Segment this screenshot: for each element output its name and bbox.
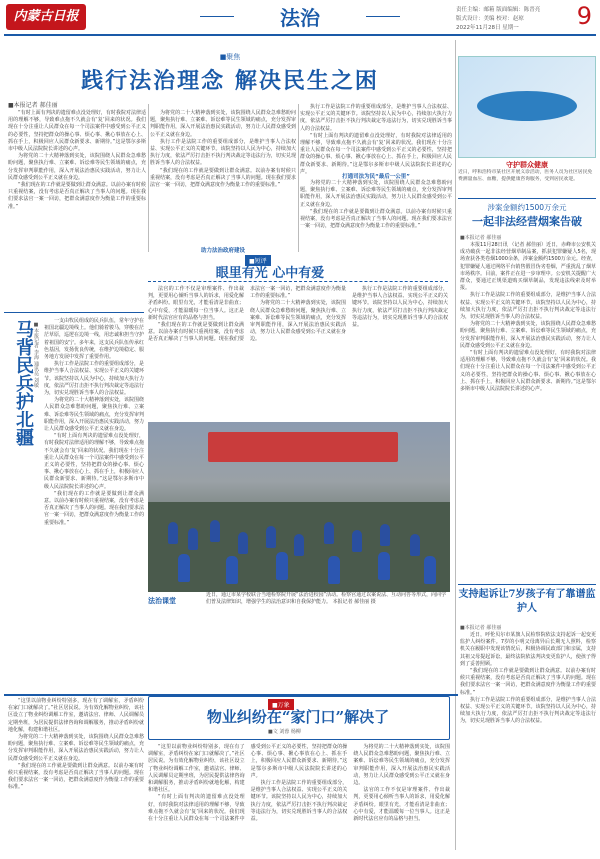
- essay-paragraph: 法官的工作不仅是审理案件、作出裁判，更要用心倾听当事人的诉求，用爱化解矛盾纠纷。眼里有光，才能看清是非曲直；心中有爱，才能温暖每一位当事人。这正是新时代法官应有的品格与担当。: [148, 286, 244, 321]
- photo-student: [238, 532, 248, 554]
- photo-student: [266, 526, 276, 548]
- story1-body: [460, 242, 596, 582]
- story2-paragraph: “我们现在的工作就是要做到让群众满意。以前办案有时候只重视结案，没有考虑是否真正解决了当事人的问题。现在我们要求法官一案一回访，把群众满意度作为衡量工作的重要标准。”: [460, 668, 596, 696]
- story2-body: [460, 632, 596, 852]
- essay-title: 眼里有光 心中有爱: [215, 266, 325, 281]
- health-photo: [458, 56, 596, 158]
- wan-paragraph: 法官的工作不仅是审理案件、作出裁判，更要用心倾听当事人的诉求，用爱化解矛盾纠纷。眼里有光，才能看清是非曲直；心中有爱，才能温暖每一位当事人。这正是新时代法官应有的品格与担当。: [353, 787, 450, 823]
- column-divider: [148, 104, 149, 252]
- wan-paragraph: “这里以前物业纠纷特别多，现在有了调解室，矛盾纠纷在家门口就解决了。”社区居民说。为有效化解物业纠纷，该社区设立了物业纠纷调解工作室，邀请法官、律师、人民调解员定期坐班，为居民提供法律咨询和调解服务，推动矛盾纠纷就地化解，构建和谐社区。: [148, 744, 245, 794]
- lead-kicker: ■聚焦: [219, 53, 241, 61]
- feature-paragraph: “有时上面有判决的遗留难点没处理好，有时我院对法律适用的理解不够，导致难点拖不久就会有‘复’回来的状况。我们现在十分注重让人民群众在每一个司法案件中感受到公平正义的必要性，坚持把群众的操心事、烦心事、揪心事放在心上、抓在手上，积极回应人民群众新要求、新期待。”这是鄂尔多斯市中级人民法院院长讲述的心声。: [44, 433, 145, 490]
- essay-paragraph: 为将党的二十大精神落到实处，该院围绕人民群众急难愁盼问题，聚焦执行难、立案难、诉讼难等民生领域的痛点，充分发挥审判职能作用，深入开展法治惠民实践活动，努力让人民群众感受到公平正义就在身边。: [250, 300, 346, 343]
- photo-student: [352, 530, 362, 552]
- lead-paragraph: “我们现在的工作就是要做到让群众满意。以前办案有时候只重视结案，没有考虑是否真正解决了当事人的问题。现在我们要求法官一案一回访，把群众满意度作为衡量工作的重要标准。”: [150, 167, 296, 189]
- health-caption: 守护群众健康: [506, 161, 548, 169]
- story2-byline: ■本报记者 郝佳丽: [460, 625, 502, 631]
- masthead-logo: 内蒙古日报: [6, 4, 86, 30]
- photo-student: [328, 556, 340, 584]
- feature-top-rule: [4, 312, 144, 313]
- photo-student: [178, 554, 190, 582]
- wan-tag: ■万象: [268, 699, 294, 710]
- lead-paragraph: 为将党的二十大精神落到实处，该院围绕人民群众急难愁盼问题，聚焦执行难、立案难、诉讼难等民生领域的痛点，充分发挥审判职能作用，深入开展法治惠民实践活动，努力让人民群众感受到公平正义就在身边。: [150, 110, 296, 138]
- meta-editors: 责任主编：邮箱 版面编辑：陈晋亮: [456, 7, 541, 13]
- lead-subhead-1: 打通司法为民“最后一公里”: [342, 174, 410, 180]
- wan-paragraph: 为将党的二十大精神落到实处，该院围绕人民群众急难愁盼问题，聚焦执行难、立案难、诉讼难等民生领域的痛点，充分发挥审判职能作用，深入开展法治惠民实践活动，努力让人民群众感受到公平正义就在身边。: [353, 744, 450, 787]
- story1-title-block: [458, 202, 596, 229]
- wan-body: [148, 744, 450, 852]
- wan-paragraph: 为将党的二十大精神落到实处，该院围绕人民群众急难愁盼问题，聚焦执行难、立案难、诉讼难等民生领域的痛点，充分发挥审判职能作用，深入开展法治惠民实践活动，努力让人民群众感受到公平正义就在身边。: [8, 734, 144, 762]
- classroom-photo: [148, 422, 450, 592]
- column-divider: [298, 104, 299, 252]
- header-rule: [4, 34, 596, 36]
- lead-headline: 践行法治理念 解决民生之困: [81, 68, 379, 94]
- lead-paragraph: “有时上面有判决的遗留难点没处理好，有时我院对法律适用的理解不够，导致难点拖不久就会有‘复’回来的状况。我们现在十分注重让人民群众在每一个司法案件中感受到公平正义的必要性，坚持把群众的操心事、烦心事、揪心事放在心上、抓在手上，积极回应人民群众新要求、新期待。”这是鄂尔多斯市中级人民法院院长讲述的心声。: [8, 110, 146, 153]
- page-header: [0, 0, 600, 34]
- photo-student: [210, 520, 220, 542]
- lead-paragraph: 执行工作是法院工作的重要组成部分，是维护当事人合法权益、实现公平正义的关键环节。该院坚持以人民为中心，持续加大执行力度，依法严厉打击拒不执行判决裁定等违法行为，切实兑现胜诉当事人的合法权益。: [300, 104, 452, 132]
- lead-title-block: [20, 52, 440, 95]
- essay-body: [148, 286, 448, 418]
- wan-paragraph: “有时上面有判决的遗留难点没处理好，有时我院对法律适用的理解不够，导致难点拖不久就会有‘复’回来的状况。我们现在十分注重让人民群众在每一个司法案件中感受到公平正义的必要性，坚持把群众的操心事、烦心事、揪心事放在心上、抓在手上，积极回应人民群众新要求、新期待。”这是鄂尔多斯市中级人民法院院长讲述的心声。: [148, 744, 348, 823]
- lead-byline: ■本报记者 郝佳丽: [8, 102, 58, 109]
- feature-paragraph: 执行工作是法院工作的重要组成部分，是维护当事人合法权益、实现公平正义的关键环节。该院坚持以人民为中心，持续加大执行力度，依法严厉打击拒不执行判决裁定等违法行为，切实兑现胜诉当事人的合法权益。: [44, 361, 145, 397]
- feature-paragraph: 一支由牧民组成的民兵队伍，常年守护在祖国北疆边境线上。他们骑着骏马，穿梭在茫茫草原，巡逻在边境一线，用忠诚和担当守护着祖国的安宁。多年来，这支民兵队伍传承红色基因，发扬优良传统，在维护边境稳定、服务地方发展中发挥了重要作用。: [44, 318, 145, 361]
- photo-student: [276, 552, 288, 580]
- wan-paragraph: “这里以前物业纠纷特别多，现在有了调解室，矛盾纠纷在家门口就解决了。”社区居民说。为有效化解物业纠纷，该社区设立了物业纠纷调解工作室，邀请法官、律师、人民调解员定期坐班，为居民提供法律咨询和调解服务，推动矛盾纠纷就地化解，构建和谐社区。: [8, 698, 144, 733]
- essay-paragraph: 执行工作是法院工作的重要组成部分，是维护当事人合法权益、实现公平正义的关键环节。该院坚持以人民为中心，持续加大执行力度，依法严厉打击拒不执行判决裁定等违法行为，切实兑现胜诉当事人的合法权益。: [352, 286, 448, 329]
- wan-left-body: [8, 698, 144, 852]
- photo-student: [294, 534, 304, 556]
- photo-student: [378, 552, 390, 580]
- photo-graphic: [477, 91, 577, 121]
- photo-student: [424, 556, 436, 584]
- feature-paragraph: “我们现在的工作就是要做到让群众满意。以前办案有时候只重视结案，没有考虑是否真正解决了当事人的问题。现在我们要求法官一案一回访，把群众满意度作为衡量工作的重要标准。”: [44, 490, 145, 526]
- story1-paragraph: “有时上面有判决的遗留难点没处理好，有时我院对法律适用的理解不够，导致难点拖不久就会有‘复’回来的状况。我们现在十分注重让人民群众在每一个司法案件中感受到公平正义的必要性，坚持把群众的操心事、烦心事、揪心事放在心上、抓在手上，积极回应人民群众新要求、新期待。”这是鄂尔多斯市中级人民法院院长讲述的心声。: [460, 350, 596, 393]
- photo-student: [168, 522, 178, 544]
- lead-paragraph: “我们现在的工作就是要做到让群众满意。以前办案有时候只重视结案，没有考虑是否真正解决了当事人的问题。现在我们要求法官一案一回访，把群众满意度作为衡量工作的重要标准。”: [8, 182, 146, 210]
- wan-title: 物业纠纷在“家门口”解决了: [206, 708, 390, 726]
- lead-paragraph: 为将党的二十大精神落到实处，该院围绕人民群众急难愁盼问题，聚焦执行难、立案难、诉讼难等民生领域的痛点，充分发挥审判职能作用，深入开展法治惠民实践活动，努力让人民群众感受到公平正义就在身边。: [8, 153, 146, 181]
- photo-student: [324, 522, 334, 544]
- photo-student: [226, 556, 238, 584]
- story1-rule: [458, 198, 596, 199]
- feature-title: 马背民兵护北疆: [13, 320, 34, 446]
- photo-student: [410, 534, 420, 556]
- story1-byline: ■本报记者 郝佳丽: [460, 235, 502, 241]
- lead-column-3: [300, 104, 452, 175]
- wan-paragraph: “我们现在的工作就是要做到让群众满意。以前办案有时候只重视结案，没有考虑是否真正解决了当事人的问题。现在我们要求法官一案一回访，把群众满意度作为衡量工作的重要标准。”: [8, 762, 144, 791]
- lead-column-2: [150, 110, 296, 250]
- photo-banner: [208, 432, 398, 462]
- page-number: 9: [576, 2, 592, 30]
- story1-paragraph: 为将党的二十大精神落到实处，该院围绕人民群众急难愁盼问题，聚焦执行难、立案难、诉讼难等民生领域的痛点，充分发挥审判职能作用，深入开展法治惠民实践活动，努力让人民群众感受到公平正义就在身边。: [460, 321, 596, 349]
- right-column-divider: [455, 40, 456, 850]
- story2-paragraph: 执行工作是法院工作的重要组成部分，是维护当事人合法权益、实现公平正义的关键环节。该院坚持以人民为中心，持续加大执行力度，依法严厉打击拒不执行判决裁定等违法行为，切实兑现胜诉当事人的合法权益。: [460, 696, 596, 725]
- essay-tag: ■短评: [245, 255, 271, 266]
- wan-paragraph: 执行工作是法院工作的重要组成部分，是维护当事人合法权益、实现公平正义的关键环节。该院坚持以人民为中心，持续加大执行力度，依法严厉打击拒不执行判决裁定等违法行为，切实兑现胜诉当事人的合法权益。: [250, 780, 348, 823]
- lead-subhead-2: 助力法治政府建设: [200, 248, 245, 254]
- story2-rule: [458, 584, 596, 585]
- feature-body: [44, 318, 144, 688]
- lead-column-1: [8, 110, 146, 260]
- photo-student: [380, 524, 390, 546]
- lead-paragraph: 执行工作是法院工作的重要组成部分，是维护当事人合法权益、实现公平正义的关键环节。该院坚持以人民为中心，持续加大执行力度，依法严厉打击拒不执行判决裁定等违法行为，切实兑现胜诉当事人的合法权益。: [150, 138, 296, 167]
- section-title: 法治: [230, 2, 370, 31]
- story1-headline: 一起非法经营烟案告破: [472, 215, 582, 228]
- essay-paragraph: “我们现在的工作就是要做到让群众满意。以前办案有时候只重视结案，没有考虑是否真正解决了当事人的问题。现在我们要求法官一案一回访，把群众满意度作为衡量工作的重要标准。”: [148, 286, 346, 343]
- story1-kicker: 涉案金额约1500万余元: [487, 203, 567, 212]
- story1-paragraph: 执行工作是法院工作的重要组成部分，是维护当事人合法权益、实现公平正义的关键环节。该院坚持以人民为中心，持续加大执行力度，依法严厉打击拒不执行判决裁定等违法行为，切实兑现胜诉当事人的合法权益。: [460, 292, 596, 321]
- photo-caption-tag: 法治课堂: [148, 597, 176, 605]
- photo-caption: 近日，通辽市某学校联合当地检察院开展“法治进校园”活动。检察官通过以案说法、互动问答等形式，向同学们普及法律知识，增强学生的法治意识和自我保护能力。 本报记者 郝佳丽 摄: [206, 592, 447, 605]
- page-meta: [456, 6, 566, 33]
- story2-paragraph: 近日，呼伦贝尔市某旗人民检察院依法支持起诉一起变更监护人纠纷案件。7岁的小明父母离异后长期无人照料，检察机关在履职中发现该情况后，积极协调民政部门和亲属，支持其祖父母提起诉讼，最终法院依法判决变更监护人，使孩子得到了妥善照顾。: [460, 632, 596, 667]
- lead-paragraph: “我们现在的工作就是要做到让群众满意。以前办案有时候只重视结案，没有考虑是否真正解决了当事人的问题。现在我们要求法官一案一回访，把群众满意度作为衡量工作的重要标准。”: [300, 208, 452, 230]
- health-subcaption: 近日，呼和浩特市某社区开展义诊活动，医务人员为社区居民免费测量血压、血糖，提供健康咨询服务，受到居民欢迎。: [458, 170, 593, 182]
- story1-paragraph: 本报11月28日讯 （记者 郝佳丽）近日，赤峰市公安机关成功破获一起非法经营烟草制品案，抓获犯罪嫌疑人5名，现场查获各类卷烟1000余条，涉案金额约1500万余元。经查，犯罪嫌疑人通过网络平台销售假冒伪劣卷烟，严重扰乱了烟草市场秩序。目前，案件正在进一步审理中。公安机关提醒广大群众，要通过正规渠道购买烟草制品，发现违法线索及时举报。: [460, 242, 596, 292]
- lead-column-3b: [300, 180, 452, 240]
- meta-design: 版式设计：美编 校对：赵琼: [456, 16, 524, 22]
- meta-date: 2022年11月28日 星期一: [456, 25, 519, 31]
- photo-student: [188, 528, 198, 550]
- lead-paragraph: 为将党的二十大精神落到实处，该院围绕人民群众急难愁盼问题，聚焦执行难、立案难、诉讼难等民生领域的痛点，充分发挥审判职能作用，深入开展法治惠民实践活动，努力让人民群众感受到公平正义就在身边。: [300, 180, 452, 208]
- feature-byline: ■本报记者 李海 通讯员 刘敏: [33, 322, 39, 388]
- lead-paragraph: “有时上面有判决的遗留难点没处理好，有时我院对法律适用的理解不够，导致难点拖不久就会有‘复’回来的状况。我们现在十分注重让人民群众在每一个司法案件中感受到公平正义的必要性，坚持把群众的操心事、烦心事、揪心事放在心上、抓在手上，积极回应人民群众新要求、新期待。”这是鄂尔多斯市中级人民法院院长讲述的心声。: [300, 132, 452, 175]
- feature-paragraph: 为将党的二十大精神落到实处，该院围绕人民群众急难愁盼问题，聚焦执行难、立案难、诉讼难等民生领域的痛点，充分发挥审判职能作用，深入开展法治惠民实践活动，努力让人民群众感受到公平正义就在身边。: [44, 397, 145, 433]
- story2-headline: 支持起诉让7岁孩子有了靠谱监护人: [458, 589, 596, 614]
- wan-byline: ■文 刘蓉 杨柳: [268, 729, 301, 735]
